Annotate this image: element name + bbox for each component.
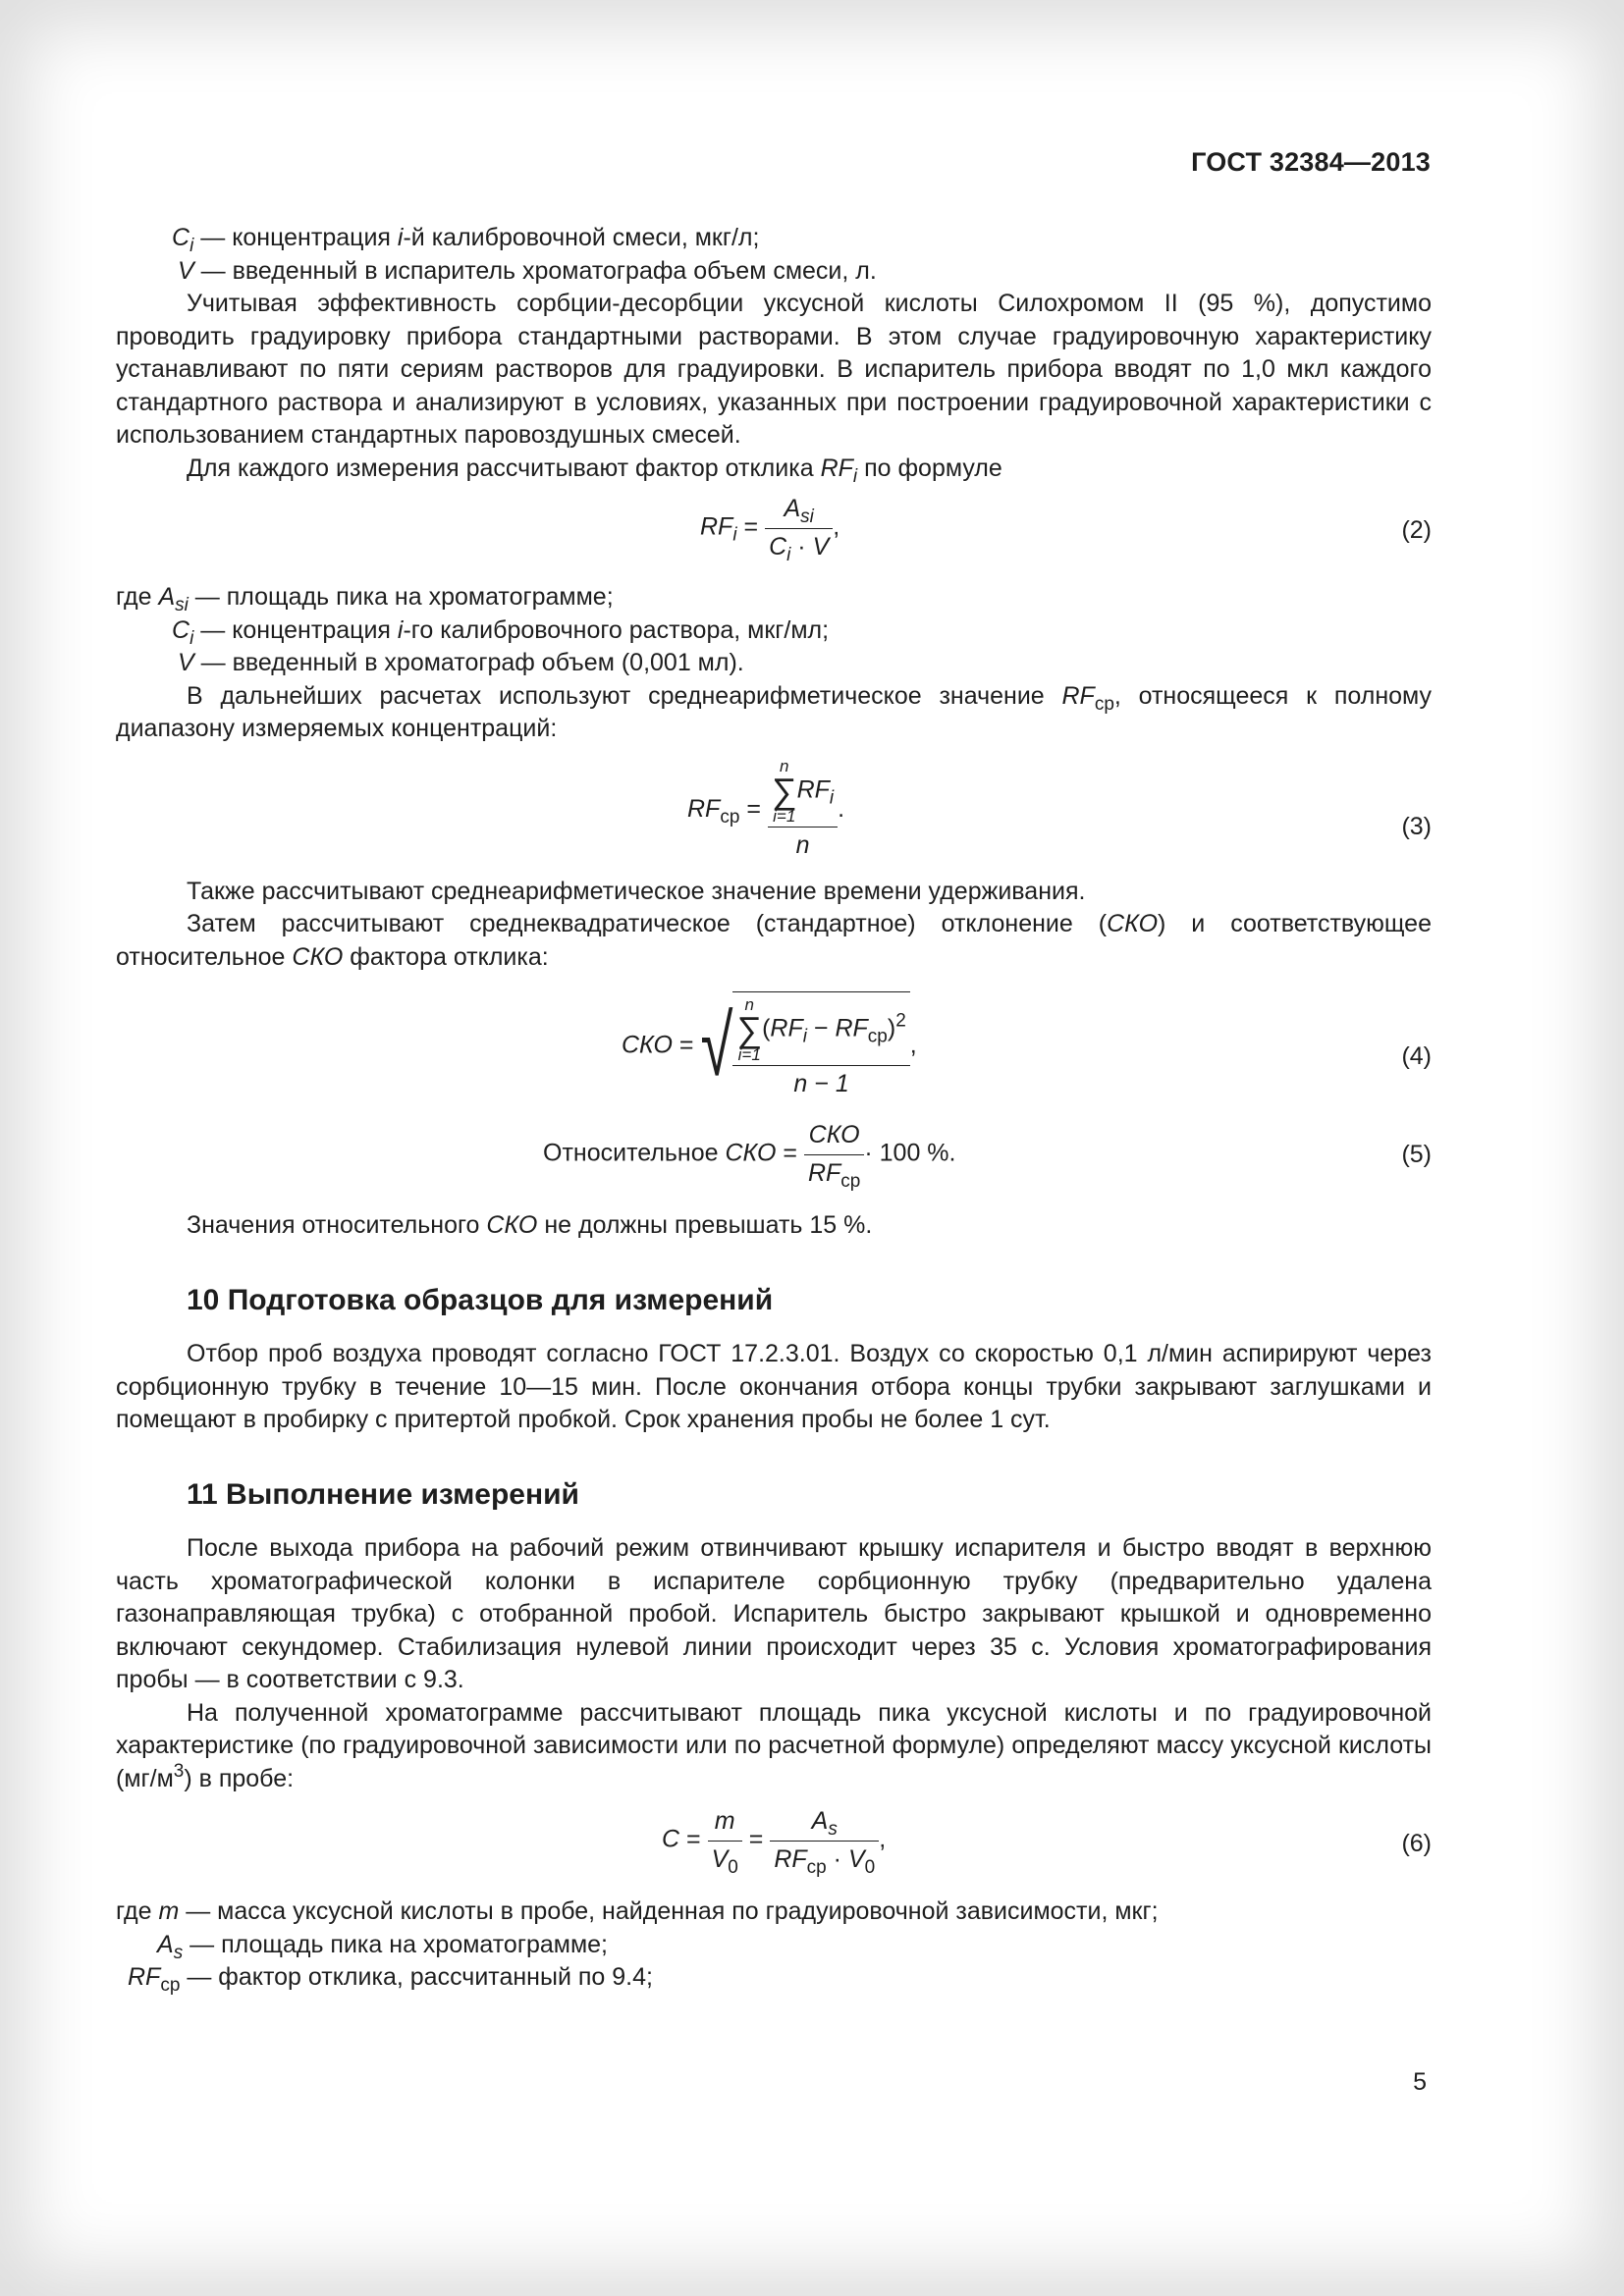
definition-ci: $C_i$ — концентрация i-й калибровочной смеси, мкг/л; bbox=[172, 224, 760, 256]
section-10-text: Отбор проб воздуха проводят согласно ГОСТ 17.2.3.01. Воздух со скоростью 0,1 л/мин аспирируют через сорбционную трубку в течение 10—15 мин. После окончания отбора концы трубки закрывают заглушками и помещают в пробирку с притертой пробкой. Срок хранения пробы не более 1 сут. bbox=[116, 1340, 1432, 1433]
paragraph-mean-value: В дальнейших расчетах используют среднеарифметическое значение $RF_{ср}$, относящееся к полному диапазону измеряемых концентраций: bbox=[116, 681, 1432, 742]
equation-number-2: (2) bbox=[1401, 516, 1432, 544]
page-content bbox=[116, 222, 1432, 1995]
equation-number-5: (5) bbox=[1401, 1141, 1432, 1168]
paragraph-retention-time: Также рассчитывают среднеарифметическое значение времени удерживания. bbox=[187, 877, 1086, 905]
equation-number-6: (6) bbox=[1401, 1830, 1432, 1857]
equation-number-4: (4) bbox=[1401, 1042, 1432, 1070]
equation-6: C = $\frac{m}{V_0}$ = $\frac{A_s}{RF_{ср} \cdot V_0}$ , (6) bbox=[662, 1807, 1432, 1878]
paragraph-response-factor: Для каждого измерения рассчитывают фактор отклика $RF_i$ по формуле bbox=[187, 454, 1002, 487]
equation-5: Относительное СКО = $\frac{\text{СКО}}{RF_{ср}}$ · 100 %. (5) bbox=[543, 1121, 1432, 1192]
definition-v-volume: V — введенный в хроматограф объем (0,001 мл). bbox=[178, 649, 744, 676]
page-number: 5 bbox=[1413, 2068, 1427, 2096]
definition-as: $A_s$ — площадь пика на хроматограмме; bbox=[157, 1930, 608, 1963]
definition-m: где m — масса уксусной кислоты в пробе, найденная по градуировочной зависимости, мкг; bbox=[116, 1897, 1159, 1925]
section-10-heading: 10 Подготовка образцов для измерений bbox=[187, 1283, 774, 1316]
section-11-text-2: На полученной хроматограмме рассчитывают площадь пика уксусной кислоты и по градуировочной характеристике (по градуировочной зависимости или по расчетной формуле) определяют массу уксусной кислоты $(мг/м^3)$ в пробе: bbox=[116, 1698, 1432, 1792]
definition-rfcp: $RF_{ср}$ — фактор отклика, рассчитанный по 9.4; bbox=[128, 1963, 653, 1996]
definition-v: V — введенный в испаритель хроматографа объем смеси, л. bbox=[178, 256, 877, 285]
equation-2: $RF_i$ = $\frac{A_{si}}{C_i \cdot V}$ , (2) bbox=[700, 495, 1432, 565]
paragraph-limit: Значения относительного СКО не должны превышать 15 %. bbox=[187, 1211, 873, 1239]
paragraph-deviation: Затем рассчитывают среднеквадратическое (стандартное) отклонение (СКО) и соответствующее относительное СКО фактора отклика: bbox=[116, 910, 1432, 971]
standard-designation: ГОСТ 32384—2013 bbox=[1191, 147, 1431, 177]
section-11-heading: 11 Выполнение измерений bbox=[187, 1477, 579, 1511]
definition-ci-solution: $C_i$ — концентрация i-го калибровочного раствора, мкг/мл; bbox=[172, 615, 830, 649]
equation-number-3: (3) bbox=[1401, 812, 1432, 840]
section-11-text-1: После выхода прибора на рабочий режим отвинчивают крышку испарителя и быстро вводят в верхнюю часть хроматографической колонки в испарителе сорбционную трубку (предварительно удалена газонаправляющая трубка) с отобранной пробой. Испаритель быстро закрывают крышкой и одновременно включают секундомер. Стабилизация нулевой линии происходит через 35 с. Условия хроматографирования пробы — в соответствии с 9.3. bbox=[116, 1534, 1432, 1693]
paragraph-calibration: Учитывая эффективность сорбции-десорбции уксусной кислоты Силохромом II (95 %), допустимо проводить градуировку прибора стандартными растворами. В этом случае градуировочную характеристику устанавливают по пяти сериям растворов для градуировки. В испаритель прибора вводят по 1,0 мкл каждого стандартного раствора и анализируют в условиях, указанных при построении градуировочной характеристики с использованием стандартных паровоздушных смесей. bbox=[116, 290, 1432, 449]
equation-4: СКО = √ n ∑ i=1 $(RF_i - RF_{ср})^2$ n − 1 , (4) bbox=[116, 974, 1432, 1103]
definition-asi: где $A_{si}$ — площадь пика на хроматограмме; bbox=[116, 583, 614, 615]
equation-3: $RF_{ср}$ = n ∑ i=1 $RF_i$ n . (3) bbox=[687, 756, 1432, 859]
